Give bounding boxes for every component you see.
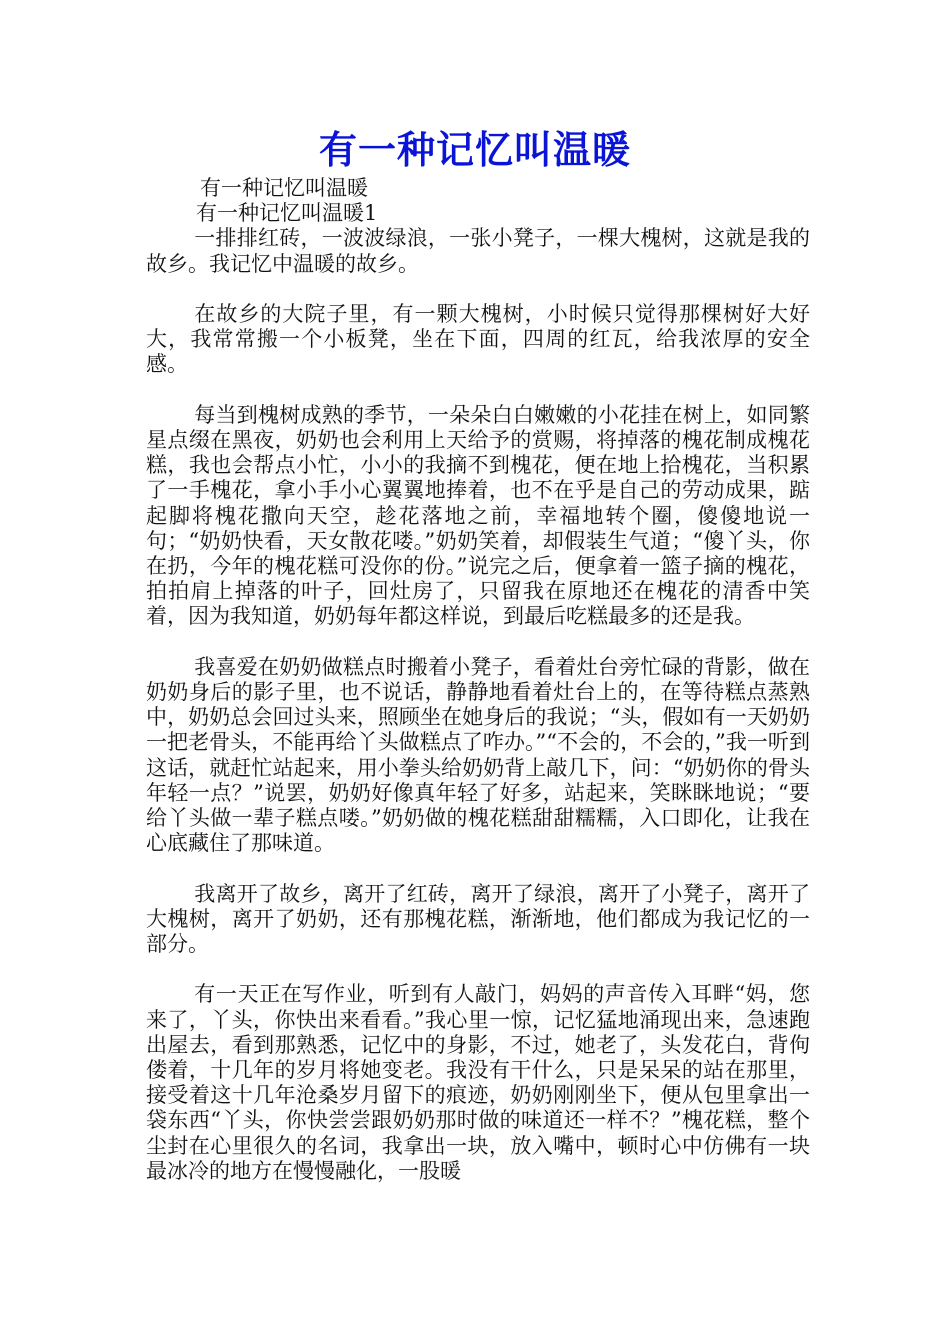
paragraph-3: 每当到槐树成熟的季节，一朵朵白白嫩嫩的小花挂在树上，如同繁星点缀在黑夜，奶奶也会利用上天给予的赏赐，将掉落的槐花制成槐花糕，我也会帮点小忙，小小的我摘不到槐花，便在地上拾槐花，当积累了一手槐花，拿小手小心翼翼地捧着，也不在乎是自己的劳动成果，踮起脚将槐花撒向天空，趁花落地之前，幸福地转个圈，傻傻地说一句；“奶奶快看，天女散花喽。”奶奶笑着，却假装生气道；“傻丫头，你在扔，今年的槐花糕可没你的份。”说完之后，便拿着一篮子摘的槐花，拍拍肩上掉落的叶子，回灶房了，只留我在原地还在槐花的清香中笑着，因为我知道，奶奶每年都这样说，到最后吃糕最多的还是我。 [146, 402, 810, 629]
document-title: 有一种记忆叫温暖 [318, 127, 631, 172]
subtitle-line-2: 有一种记忆叫温暖1 [196, 201, 378, 226]
subtitle-line-1: 有一种记忆叫温暖 [200, 176, 368, 200]
paragraph-4: 我喜爱在奶奶做糕点时搬着小凳子，看着灶台旁忙碌的背影，做在奶奶身后的影子里，也不说话，静静地看着灶台上的，在等待糕点蒸熟中，奶奶总会回过头来，照顾坐在她身后的我说；“头，假如有一天奶奶一把老骨头，不能再给丫头做糕点了咋办。”“不会的，不会的，”我一听到这话，就赶忙站起来，用小拳头给奶奶背上敲几下，问：“奶奶你的骨头年轻一点？”说罢，奶奶好像真年轻了好多，站起来，笑眯眯地说；“要给丫头做一辈子糕点喽。”奶奶做的槐花糕甜甜糯糯，入口即化，让我在心底藏住了那味道。 [146, 654, 810, 856]
paragraph-1: 一排排红砖，一波波绿浪，一张小凳子，一棵大槐树，这就是我的故乡。我记忆中温暖的故乡。 [146, 226, 810, 276]
paragraph-6: 有一天正在写作业，听到有人敲门，妈妈的声音传入耳畔“妈，您来了，丫头，你快出来看看。”我心里一惊，记忆猛地涌现出来，急速跑出屋去，看到那熟悉，记忆中的身影，不过，她老了，头发花白，背佝偻着，十几年的岁月将她变老。我没有干什么，只是呆呆的站在那里，接受着这十几年沧桑岁月留下的痕迹，奶奶刚刚坐下，便从包里拿出一袋东西“丫头，你快尝尝跟奶奶那时做的味道还一样不？”槐花糕，整个尘封在心里很久的名词，我拿出一块，放入嘴中，顿时心中仿佛有一块最冰冷的地方在慢慢融化，一股暖 [146, 982, 810, 1183]
document-body [146, 176, 810, 1209]
paragraph-5: 我离开了故乡，离开了红砖，离开了绿浪，离开了小凳子，离开了大槐树，离开了奶奶，还有那槐花糕，渐渐地，他们都成为我记忆的一部分。 [146, 881, 810, 957]
paragraph-2: 在故乡的大院子里，有一颗大槐树，小时候只觉得那棵树好大好大，我常常搬一个小板凳，坐在下面，四周的红瓦，给我浓厚的安全感。 [146, 302, 810, 377]
